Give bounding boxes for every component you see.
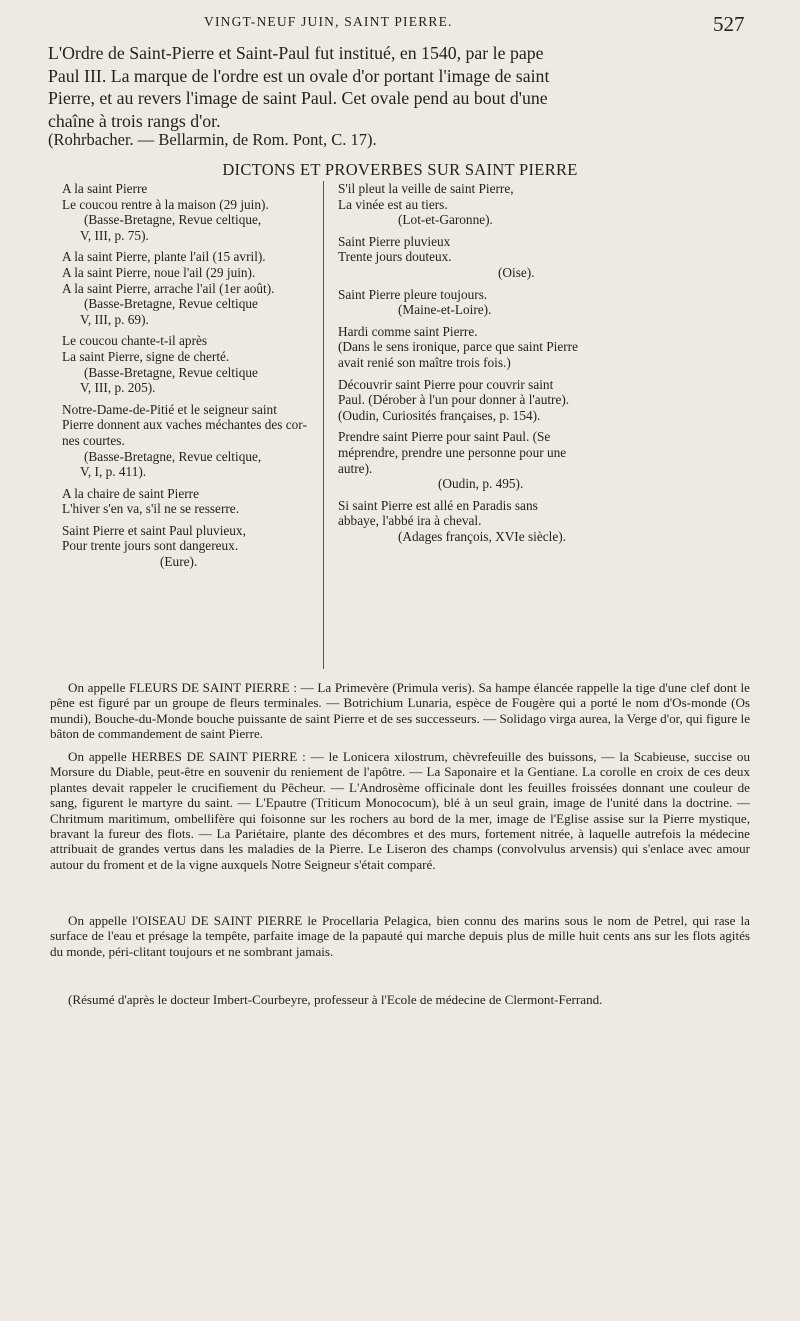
proverb-line: Hardi comme saint Pierre. xyxy=(338,323,478,339)
proverb-entry xyxy=(338,324,718,371)
proverb-entry xyxy=(338,498,718,545)
page-number: 527 xyxy=(713,12,745,36)
paragraph-resume: (Résumé d'après le docteur Imbert-Courbeyre, professeur à l'Ecole de médecine de Clermont-Ferrand. xyxy=(68,992,603,1007)
proverb-entry xyxy=(62,181,317,243)
proverb-source: V, III, p. 75). xyxy=(80,227,149,243)
proverb-line: Si saint Pierre est allé en Paradis sans xyxy=(338,497,538,513)
intro-line: L'Ordre de Saint-Pierre et Saint-Paul fut institué, en 1540, par le pape xyxy=(48,43,544,63)
proverb-line: Saint Pierre et saint Paul pluvieux, xyxy=(62,522,246,538)
proverb-line: méprendre, prendre une personne pour une xyxy=(338,444,567,460)
proverb-line: nes courtes. xyxy=(62,432,125,448)
proverb-line: A la saint Pierre xyxy=(62,181,148,196)
proverb-entry xyxy=(338,429,718,491)
proverb-source: (Basse-Bretagne, Revue celtique xyxy=(84,364,258,380)
proverb-entry xyxy=(338,377,718,424)
proverb-source: (Oudin, p. 495). xyxy=(438,476,524,492)
proverb-line: Paul. (Dérober à l'un pour donner à l'autre). xyxy=(338,392,570,408)
proverb-line: Trente jours douteux. xyxy=(338,249,452,265)
proverb-entry xyxy=(338,287,718,318)
proverb-source: (Adages françois, XVIe siècle). xyxy=(398,528,566,544)
proverb-line: avait renié son maître trois fois.) xyxy=(338,354,511,370)
proverb-line: Notre-Dame-de-Pitié et le seigneur saint xyxy=(62,401,277,417)
proverb-line: Prendre saint Pierre pour saint Paul. (Se xyxy=(338,429,551,445)
proverb-line: A la saint Pierre, plante l'ail (15 avril). xyxy=(62,249,266,265)
proverb-source: (Eure). xyxy=(160,554,198,570)
proverb-line: A la saint Pierre, noue l'ail (29 juin). xyxy=(62,264,256,280)
proverb-entry xyxy=(62,333,317,395)
paragraph-herbes: On appelle HERBES DE SAINT PIERRE : — le Lonicera xilostrum, chèvrefeuille des buissons, — la Scabieuse, succise ou Morsure du Diable, peut-être en souvenir du reniement de l'apôtre. — La Saponaire et la Gentiane. La corolle en croix de ces deux plantes devait rappeler le crucifiement du Pêcheur. — L'Androsème officinale dont les feuilles froissées donnant une couleur de sang, figurent le martyre du saint. — L'Epautre (Triticum Monococum), blé à un seul grain, image de l'unité dans la doctrine. — Chritmum maritimum, ombellifère qui foisonne sur les rochers au bord de la mer, image de l'Eglise assise sur la Pierre mystique, bravant la fureur des flots. — La Pariétaire, plante des décombres et des murs, fortement nitrée, à laquelle autrefois la médecine attribuait de grandes vertus dans les maladies de la Pierre. Le Liseron des champs (convolvulus arvensis) qui s'enlace avec amour autour du froment et de la vigne auxquels Notre Seigneur s'était comparé. xyxy=(50,749,750,872)
proverb-line: S'il pleut la veille de saint Pierre, xyxy=(338,181,514,196)
proverb-source: (Oudin, Curiosités françaises, p. 154). xyxy=(338,407,541,423)
paragraph-oiseau: On appelle l'OISEAU DE SAINT PIERRE le Procellaria Pelagica, bien connu des marins sous le nom de Petrel, qui rase la surface de l'eau et présage la tempête, parfaite image de la papauté qui marche depuis plus de mille huit cents ans sur les flots agités du monde, péri-clitant toujours et ne sombrant jamais. xyxy=(50,913,750,959)
proverb-source: V, III, p. 205). xyxy=(80,380,156,396)
running-title: VINGT-NEUF JUIN, SAINT PIERRE. xyxy=(204,14,453,29)
proverb-source: (Maine-et-Loire). xyxy=(398,302,492,318)
proverb-entry xyxy=(338,234,718,281)
proverb-line: L'hiver s'en va, s'il ne se resserre. xyxy=(62,501,240,517)
proverb-source: (Basse-Bretagne, Revue celtique, xyxy=(84,212,262,228)
proverb-line: Saint Pierre pluvieux xyxy=(338,233,451,249)
intro-line: Paul III. La marque de l'ordre est un ovale d'or portant l'image de saint xyxy=(48,65,550,86)
proverb-line: abbaye, l'abbé ira à cheval. xyxy=(338,513,482,529)
right-column xyxy=(338,181,718,550)
proverb-line: (Dans le sens ironique, parce que saint Pierre xyxy=(338,339,578,355)
proverb-source: (Lot-et-Garonne). xyxy=(398,212,493,228)
proverb-source: (Basse-Bretagne, Revue celtique, xyxy=(84,448,262,464)
proverb-line: Saint Pierre pleure toujours. xyxy=(338,286,488,302)
proverb-line: La vinée est au tiers. xyxy=(338,196,448,212)
intro-line: chaîne à trois rangs d'or. xyxy=(48,110,221,131)
proverb-line: A la chaire de saint Pierre xyxy=(62,485,199,501)
intro-source: (Rohrbacher. — Bellarmin, de Rom. Pont, C. 17). xyxy=(48,130,377,149)
intro-line: Pierre, et au revers l'image de saint Paul. Cet ovale pend au bout d'une xyxy=(48,88,548,108)
proverb-line: Pour trente jours sont dangereux. xyxy=(62,538,239,554)
proverb-line: Découvrir saint Pierre pour couvrir saint xyxy=(338,376,554,392)
proverb-entry xyxy=(338,181,718,228)
left-column xyxy=(62,181,317,576)
proverb-line: Le coucou rentre à la maison (29 juin). xyxy=(62,196,269,212)
proverb-entry xyxy=(62,402,317,480)
proverb-source: V, III, p. 69). xyxy=(80,311,149,327)
proverb-line: A la saint Pierre, arrache l'ail (1er août). xyxy=(62,280,275,296)
proverb-source: (Oise). xyxy=(498,264,535,280)
proverb-entry xyxy=(62,486,317,517)
paragraph-fleurs: On appelle FLEURS DE SAINT PIERRE : — La Primevère (Primula veris). Sa hampe élancée rappelle la tige d'une clef dont le pêne est figuré par un groupe de fleurs terminales. — Botrichium Lunaria, espèce de Fougère qui a porté le nom d'Os-monde (Os mundi), Bouche-du-Monde bouche puissante de saint Pierre et de ses successeurs. — Solidago virga aurea, la Verge d'or, qui figure le bâton de commandement de saint Pierre. xyxy=(50,680,750,742)
intro-paragraph xyxy=(48,42,756,132)
proverb-source: V, I, p. 411). xyxy=(80,464,147,480)
proverb-line: Le coucou chante-t-il après xyxy=(62,333,208,349)
column-divider xyxy=(323,181,324,669)
proverb-line: Pierre donnent aux vaches méchantes des cor- xyxy=(62,417,307,433)
proverb-entry xyxy=(62,523,317,570)
proverb-entry xyxy=(62,249,317,327)
proverb-line: La saint Pierre, signe de cherté. xyxy=(62,348,230,364)
proverb-source: (Basse-Bretagne, Revue celtique xyxy=(84,296,258,312)
proverb-line: autre). xyxy=(338,460,373,476)
section-title: DICTONS ET PROVERBES SUR SAINT PIERRE xyxy=(222,160,578,179)
